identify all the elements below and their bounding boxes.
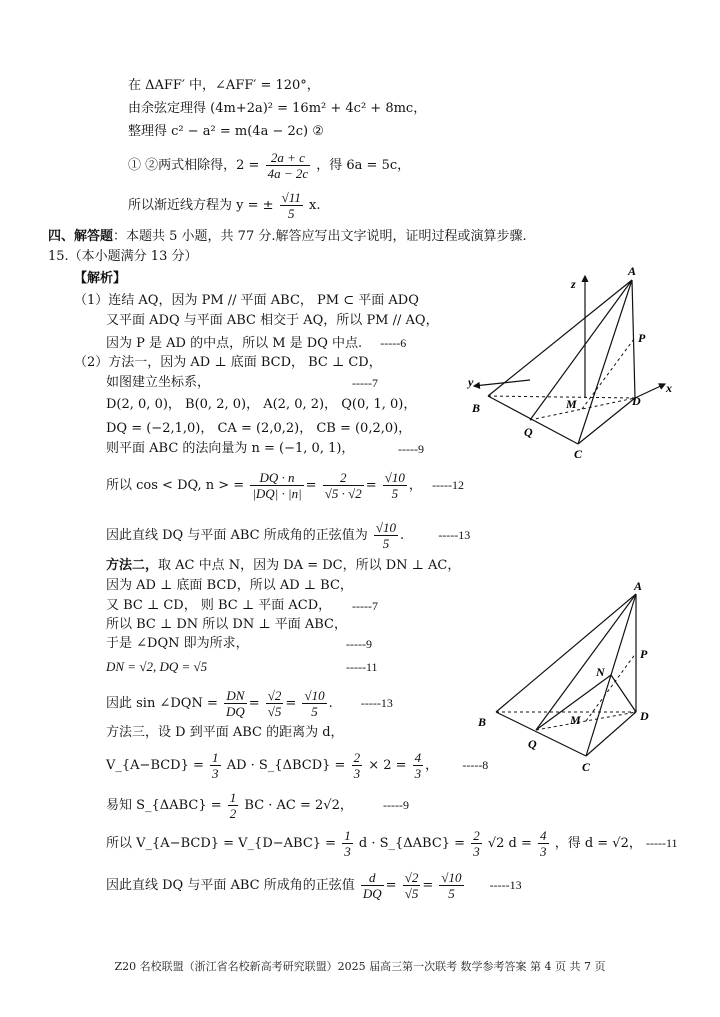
fig1-label-Q: Q	[524, 425, 533, 439]
m3-line-4-mid2: √2 d =	[487, 836, 532, 851]
frac-num: 1	[344, 828, 351, 843]
figure-2-pyramid	[474, 578, 674, 778]
m1-line-7-post: .	[400, 528, 405, 543]
frac-num: √10	[384, 470, 405, 485]
p1-line-3-text: 因为 P 是 AD 的中点，所以 M 是 DQ 中点.	[106, 336, 363, 351]
m3-fraction-6	[471, 828, 482, 859]
m2-score-13: -----13	[360, 696, 393, 710]
m3-fraction-3	[413, 750, 424, 781]
frac-num: d	[361, 870, 384, 886]
m3-fraction-10	[439, 870, 463, 901]
m3-line-5-pre: 因此直线 DQ 与平面 ABC 所成角的正弦值	[106, 878, 355, 893]
fig1-label-M: M	[566, 397, 577, 411]
m3-fraction-4	[228, 790, 239, 821]
frac-den: √5	[404, 886, 419, 901]
prev-line-4-pre: ① ②两式相除得，2 =	[128, 158, 260, 173]
frac-den: 5	[382, 536, 390, 551]
m3-fraction-1	[210, 750, 221, 781]
edge-MP	[582, 339, 634, 409]
m3-line-4-mid: d · S_{ΔABC} =	[358, 836, 466, 851]
prev-line-4-post: ，得 6a = 5c，	[316, 158, 411, 173]
m2-line-1-text: 取 AC 中点 N，因为 DA = DC，所以 DN ⊥ AC，	[158, 558, 461, 573]
m2-line-2: 因为 AD ⊥ 底面 BCD，所以 AD ⊥ BC，	[106, 578, 353, 593]
fig2-label-P: P	[640, 647, 648, 661]
fig1-label-B: B	[472, 401, 481, 415]
m3-line-2-pre: V_{A−BCD} =	[106, 758, 204, 773]
edge-ND	[611, 675, 636, 712]
m2-score-9: -----9	[346, 637, 372, 651]
figure-1-pyramid	[460, 262, 680, 462]
fig2-label-C: C	[582, 760, 591, 774]
m3-line-2-mid: AD · S_{ΔBCD} =	[226, 758, 346, 773]
m1-line-7-pre: 因此直线 DQ 与平面 ABC 所成角的正弦值为	[106, 528, 368, 543]
prev-fraction-1	[266, 150, 311, 181]
p1-line-2: 又平面 ADQ 与平面 ABC 相交于 AQ，所以 PM // AQ，	[106, 313, 439, 328]
fig1-label-C: C	[574, 447, 583, 461]
edge-MP	[586, 653, 636, 721]
m1-fraction-2	[323, 470, 364, 501]
frac-num: √10	[304, 688, 325, 703]
m1-line-3: D(2, 0, 0)， B(0, 2, 0)， A(2, 0, 2)， Q(0, 1, 0)，	[106, 397, 417, 412]
frac-num: 1	[229, 790, 237, 805]
m3-fraction-5	[342, 828, 353, 859]
m3-score-9: -----9	[383, 798, 409, 812]
m1-line-5: 则平面 ABC 的法向量为 n = (−1, 0, 1)，	[106, 441, 355, 456]
m2-line-1	[106, 557, 460, 575]
prev-fraction-2	[280, 190, 303, 221]
jiexi-label: 【解析】	[74, 271, 127, 286]
fig1-label-D: D	[632, 394, 641, 408]
fig2-label-D: D	[640, 709, 649, 723]
m3-line-4	[106, 828, 678, 859]
m1-fraction-3	[383, 470, 407, 501]
frac-den: DQ	[225, 704, 245, 719]
edge-CD	[578, 398, 635, 444]
m3-line-3-pre: 易知 S_{ΔABC} =	[106, 798, 222, 813]
fig1-label-y: y	[468, 375, 474, 389]
p1-line-1: （1）连结 AQ，因为 PM // 平面 ABC， PM ⊂ 平面 ADQ	[74, 293, 419, 308]
m1-line-1: （2）方法一，因为 AD ⊥ 底面 BCD， BC ⊥ CD，	[74, 355, 382, 370]
score-9: -----9	[398, 442, 424, 456]
frac-num: √11	[281, 190, 301, 205]
m1-line-6: 所以 cos < DQ, n > = $\frac{DQ \cdot n}{|DQ| \cdot |n|}$ = $\frac{2}{√5 \cdot √2}$ = $\frac{√10}{5}$ ， -----12	[106, 470, 465, 501]
fig2-label-B: B	[478, 715, 487, 729]
frac-den: 3	[540, 844, 547, 859]
q15-header: 15.（本小题满分 13 分）	[48, 249, 198, 264]
fig1-label-z: z	[571, 277, 576, 291]
edge-BD	[488, 396, 635, 398]
prev-line-5-post: x.	[308, 198, 321, 213]
m1-line-7	[106, 520, 470, 551]
m2-line-6: DN = √2, DQ = √5	[106, 659, 208, 674]
edge-AB	[496, 594, 636, 712]
m3-fraction-9	[403, 870, 421, 901]
m2-fraction-1	[224, 688, 247, 719]
frac-num: 2	[323, 470, 364, 486]
score-6: -----6	[380, 336, 407, 350]
m3-fraction-8	[361, 870, 384, 901]
frac-den: 5	[391, 486, 399, 501]
m1-line-6-post: ，	[408, 478, 422, 493]
m3-score-11: -----11	[646, 836, 678, 850]
fig1-label-A: A	[628, 264, 637, 278]
m1-fraction-4	[374, 520, 398, 551]
frac-den: 3	[414, 766, 422, 781]
m2-line-5: 于是 ∠DQN 即为所求，	[106, 636, 249, 651]
frac-num: 2	[353, 750, 361, 765]
frac-num: √2	[404, 870, 419, 885]
m3-line-5: 因此直线 DQ 与平面 ABC 所成角的正弦值 $\frac{d}{DQ}$ = $\frac{√2}{√5}$ = $\frac{√10}{5}$ -----13	[106, 870, 522, 901]
m3-line-2-post: ，	[425, 758, 439, 773]
m3-fraction-7	[538, 828, 549, 859]
frac-num: √10	[441, 870, 462, 885]
fig2-label-Q: Q	[528, 737, 537, 751]
frac-den: √5 · √2	[324, 486, 362, 501]
frac-den: √5	[267, 704, 282, 719]
frac-den: 4a − 2c	[267, 166, 309, 181]
m3-line-3	[106, 790, 409, 821]
score-7: -----7	[352, 376, 378, 390]
prev-line-1: 在 ΔAFF′ 中，∠AFF′ = 120°，	[128, 78, 320, 93]
prev-line-2: 由余弦定理得 (4m+2a)² = 16m² + 4c² + 8mc，	[128, 101, 427, 116]
m3-line-4-pre: 所以 V_{A−BCD} = V_{D−ABC} =	[106, 836, 337, 851]
frac-num: 2a + c	[266, 150, 311, 166]
page-footer: Z20 名校联盟（浙江省名校新高考研究联盟）2025 届高三第一次联考 数学参考答案 第 4 页 共 7 页	[114, 960, 606, 973]
m3-line-1: 方法三，设 D 到平面 ABC 的距离为 d，	[106, 725, 344, 740]
m3-score-8: -----8	[462, 758, 489, 772]
m2-line-3: 又 BC ⊥ CD， 则 BC ⊥ 平面 ACD，	[106, 598, 332, 613]
m2-line-7-pre: 因此 sin ∠DQN =	[106, 696, 218, 711]
frac-den: 2	[229, 806, 237, 821]
m1-line-6-pre: 所以 cos < DQ, n > =	[106, 478, 245, 493]
frac-den: 3	[344, 844, 351, 859]
m3-line-2	[106, 750, 488, 781]
fig2-label-N: N	[596, 665, 605, 679]
score-13: -----13	[438, 528, 471, 542]
m1-line-4: DQ = (−2,1,0)， CA = (2,0,2)， CB = (0,2,0)，	[106, 421, 412, 436]
prev-line-5	[128, 190, 320, 221]
frac-num: √2	[267, 688, 282, 703]
frac-den: 3	[212, 766, 219, 781]
frac-num: 1	[212, 750, 219, 765]
m3-line-2-mid2: × 2 =	[368, 758, 407, 773]
frac-den: |DQ| · |n|	[252, 486, 302, 501]
fig1-label-x: x	[666, 381, 672, 395]
p1-line-3	[106, 334, 406, 353]
edge-CD	[586, 712, 636, 756]
m3-line-3-post: BC · AC = 2√2，	[244, 798, 353, 813]
frac-num: 4	[540, 828, 547, 843]
m2-line-7-post: .	[328, 696, 333, 711]
m2-fraction-3	[302, 688, 326, 719]
frac-num: DN	[224, 688, 247, 704]
section-desc: ：本题共 5 小题，共 77 分.解答应写出文字说明，证明过程或演算步骤.	[113, 229, 527, 244]
frac-den: 3	[473, 844, 480, 859]
m3-score-13: -----13	[489, 878, 522, 892]
frac-num: √10	[375, 520, 397, 535]
m2-fraction-2	[266, 688, 284, 719]
edge-BC	[488, 396, 578, 444]
section-title: 四、解答题	[48, 229, 114, 244]
frac-den: 3	[353, 766, 361, 781]
fig2-label-A: A	[634, 579, 643, 593]
m1-line-2: 如图建立坐标系，	[106, 375, 211, 390]
frac-num: DQ · n	[250, 470, 303, 486]
m2-score-7: -----7	[352, 599, 378, 613]
prev-line-5-pre: 所以渐近线方程为 y = ±	[128, 198, 274, 213]
edge-AQ	[536, 594, 636, 730]
frac-num: 2	[473, 828, 480, 843]
frac-num: 4	[414, 750, 422, 765]
score-12: -----12	[432, 478, 465, 492]
m3-fraction-2	[352, 750, 363, 781]
edge-AC	[578, 280, 632, 444]
m3-line-4-post: ，得 d = √2，	[554, 836, 642, 851]
m2-title: 方法二，	[106, 558, 159, 573]
section-header	[48, 228, 527, 246]
m2-score-11: -----11	[346, 660, 378, 674]
frac-den: 5	[448, 886, 455, 901]
fig1-label-P: P	[638, 331, 646, 345]
fig2-label-M: M	[570, 713, 581, 727]
frac-den: 5	[311, 704, 318, 719]
prev-line-3: 整理得 c² − a² = m(4a − 2c) ②	[128, 124, 324, 139]
prev-line-4	[128, 150, 410, 181]
m2-line-7: 因此 sin ∠DQN = $\frac{DN}{DQ}$ = $\frac{√2}{√5}$ = $\frac{√10}{5}$ . -----13	[106, 688, 393, 719]
frac-den: DQ	[362, 886, 382, 901]
frac-den: 5	[288, 206, 295, 221]
m2-line-4: 所以 BC ⊥ DN 所以 DN ⊥ 平面 ABC，	[106, 617, 347, 632]
m1-fraction-1	[250, 470, 303, 501]
